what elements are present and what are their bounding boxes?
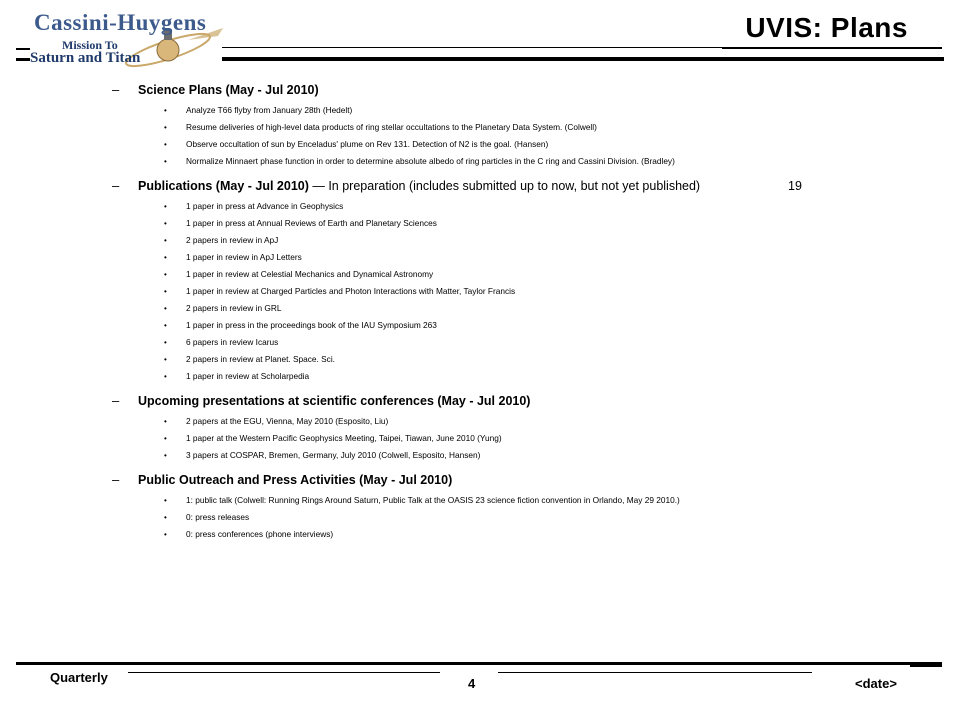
list-item: • 1: public talk (Colwell: Running Rings Around Saturn, Public Talk at the OASIS 23 science fiction convention in Orlando, May 29 2010.) [186,492,832,509]
header-rule-bottom [222,57,944,61]
logo-tagline: Saturn and Titan [30,50,141,66]
content-area [112,82,832,551]
page-title: UVIS: Plans [745,12,908,43]
section-publications [112,178,832,385]
section-dash: – [112,472,120,487]
logo-subtitle: Mission To [62,38,118,52]
list-item: • Observe occultation of sun by Enceladus' plume on Rev 131. Detection of N2 is the goal. (Hansen) [186,136,832,153]
logo-title: Cassini-Huygens [34,10,207,35]
list-item: • 1 paper in review at Scholarpedia [186,368,832,385]
section-items [138,413,832,464]
footer-rule-top [16,662,942,665]
section-science-plans [112,82,832,170]
cassini-huygens-logo [18,10,228,72]
header-rule-right [722,47,942,49]
list-item: • 1 paper in press at Annual Reviews of Earth and Planetary Sciences [186,215,832,232]
list-item: • 1 paper in review at Celestial Mechanics and Dynamical Astronomy [186,266,832,283]
section-title: Science Plans (May - Jul 2010) [138,83,319,97]
footer-rule-left [128,672,440,673]
list-item: • Resume deliveries of high-level data products of ring stellar occultations to the Planetary Data System. (Colwell) [186,119,832,136]
list-item: • Analyze T66 flyby from January 28th (Hedelt) [186,102,832,119]
page-number: 4 [468,676,476,691]
section-outreach [112,472,832,543]
list-item: • 2 papers in review in ApJ [186,232,832,249]
footer-date: <date> [855,676,897,691]
section-dash: – [112,178,120,193]
section-items [138,198,832,385]
list-item: • 1 paper in review in ApJ Letters [186,249,832,266]
footer-rule-right [498,672,812,673]
header-rule-left-thick [16,58,30,61]
list-item: • 1 paper in press in the proceedings book of the IAU Symposium 263 [186,317,832,334]
list-item: • 0: press conferences (phone interviews) [186,526,832,543]
publication-count: 19 [788,179,802,193]
header-rule-left [16,48,30,50]
section-items [138,102,832,170]
list-item: • 2 papers in review in GRL [186,300,832,317]
section-title: Public Outreach and Press Activities (May - Jul 2010) [138,473,453,487]
section-dash: – [112,393,120,408]
list-item: • 6 papers in review Icarus [186,334,832,351]
list-item: • 1 paper in press at Advance in Geophysics [186,198,832,215]
list-item: • 3 papers at COSPAR, Bremen, Germany, July 2010 (Colwell, Esposito, Hansen) [186,447,832,464]
list-item: • 0: press releases [186,509,832,526]
section-title-extra: — In preparation (includes submitted up to now, but not yet published) [308,179,701,193]
section-dash: – [112,82,120,97]
list-item: • 2 papers at the EGU, Vienna, May 2010 (Esposito, Liu) [186,413,832,430]
header-rule-mid [222,47,722,48]
list-item: • 1 paper at the Western Pacific Geophysics Meeting, Taipei, Tiawan, June 2010 (Yung) [186,430,832,447]
section-items [138,492,832,543]
list-item: • Normalize Minnaert phase function in order to determine absolute albedo of ring particles in the C ring and Cassini Division. (Bradley) [186,153,832,170]
list-item: • 2 papers in review at Planet. Space. Sci. [186,351,832,368]
footer-rule-far-right [910,665,942,667]
section-presentations [112,393,832,464]
list-item: • 1 paper in review at Charged Particles and Photon Interactions with Matter, Taylor Francis [186,283,832,300]
section-title: Upcoming presentations at scientific conferences (May - Jul 2010) [138,394,531,408]
section-title: Publications (May - Jul 2010) — In preparation (includes submitted up to now, but not yet published) [138,179,701,193]
footer-quarterly: Quarterly [50,670,108,685]
